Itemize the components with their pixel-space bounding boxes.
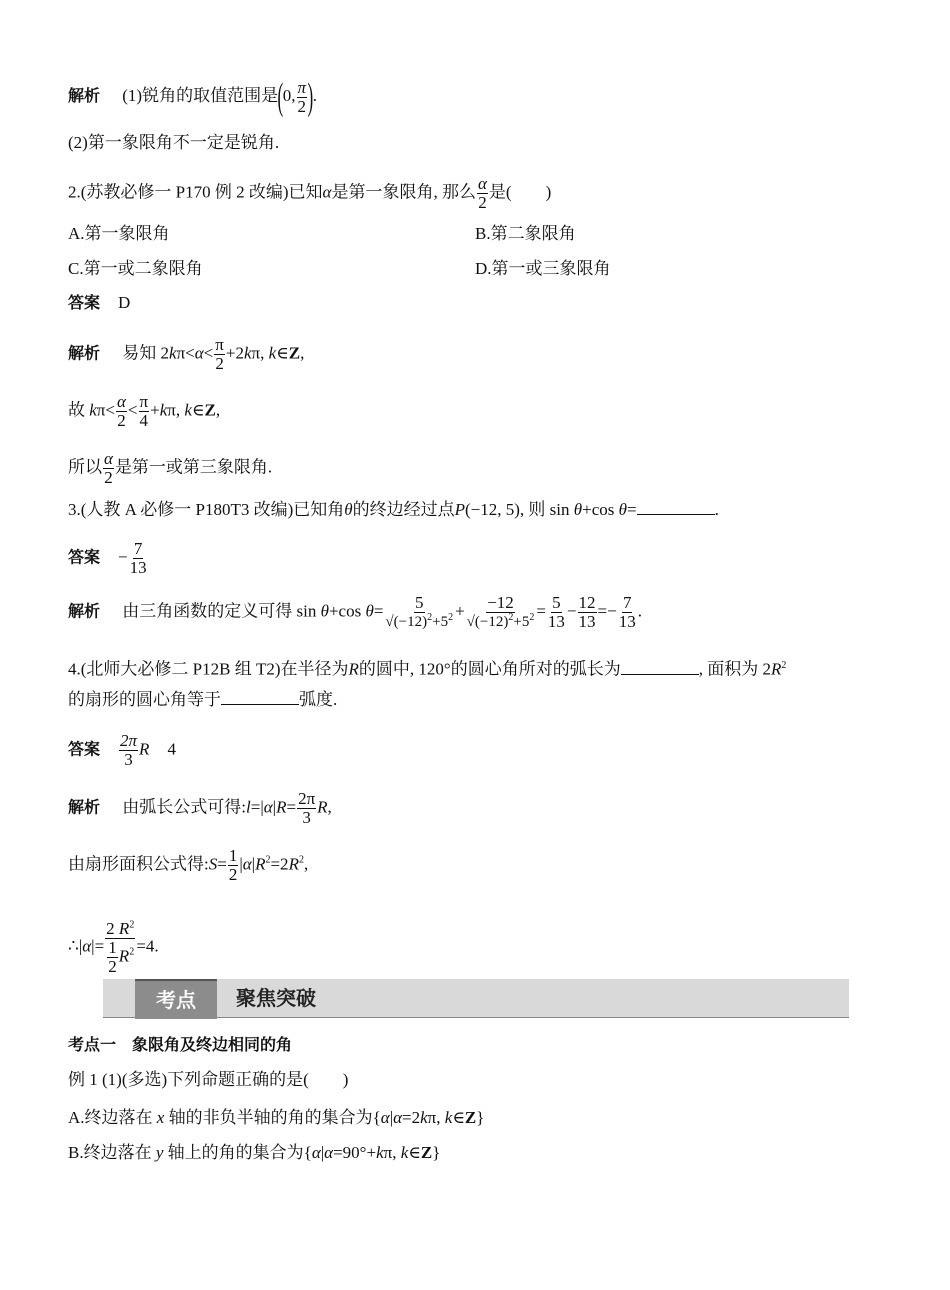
solution-2-line3 — [68, 450, 272, 487]
fraction-5-over-13 — [547, 594, 566, 631]
denominator: 3 — [124, 749, 133, 769]
text: 由扇形面积公式得: — [68, 854, 209, 874]
denominator: 2 — [297, 96, 307, 116]
alpha: α — [194, 343, 204, 363]
numerator: π — [215, 335, 224, 354]
text: 轴的非负半轴的角的集合为{ — [168, 1108, 381, 1127]
text: +2 — [225, 343, 244, 363]
numerator: 7 — [622, 593, 632, 612]
exponent: 2 — [129, 946, 135, 958]
integer-set: Z — [464, 1108, 477, 1127]
text: 2.(苏教必修一 P170 例 2 改编)已知 — [68, 182, 323, 202]
fraction-pi-over-4 — [139, 393, 150, 430]
numerator: π — [297, 77, 307, 97]
alpha: α — [82, 936, 92, 956]
text: + — [455, 601, 465, 621]
fraction-1-over-2 — [228, 847, 239, 884]
integer-set: Z — [420, 1143, 433, 1162]
fraction-alpha-over-2 — [116, 393, 127, 430]
option-b: B.第二象限角 — [475, 224, 576, 243]
denominator: 2 — [478, 192, 487, 212]
root-text: √(−12) — [466, 613, 509, 630]
var-r: R — [348, 659, 359, 679]
solution-label: 解析 — [68, 85, 101, 105]
var-k: k — [184, 400, 192, 420]
solution-3 — [68, 594, 642, 631]
text: 轴上的角的集合为{ — [167, 1143, 312, 1162]
text: = — [373, 601, 384, 621]
text: B.终边落在 — [68, 1143, 152, 1162]
text: (1)(多选)下列命题正确的是( ) — [97, 1070, 349, 1089]
theta: θ — [618, 500, 627, 519]
var-l: l — [246, 797, 251, 817]
option-c: C.第一或二象限角 — [68, 259, 203, 278]
solution-label: 解析 — [68, 343, 101, 363]
numerator: 5 — [415, 593, 424, 613]
numerator: 2π — [298, 789, 316, 808]
text: =90°+ — [333, 1143, 377, 1162]
numerator: 7 — [133, 539, 143, 558]
denominator: 13 — [547, 611, 565, 631]
point-p: P — [454, 500, 465, 519]
example-option-b — [68, 1141, 440, 1165]
text: 所以 — [68, 457, 102, 477]
answer-blank — [221, 688, 299, 705]
text: + — [150, 400, 160, 420]
text: | — [272, 797, 277, 817]
answer-2 — [68, 291, 130, 315]
var-k: k — [376, 1143, 384, 1162]
text: , — [303, 854, 309, 874]
var-k: k — [444, 1108, 453, 1127]
numerator: π — [139, 392, 149, 411]
text: +cos — [582, 500, 615, 519]
text: 是( ) — [488, 182, 552, 202]
exponent: 2 — [508, 611, 514, 623]
option-a: A.第一象限角 — [68, 224, 170, 243]
text: = — [286, 797, 297, 817]
root-text: √(−12) — [385, 613, 428, 630]
interval-start: 0 — [282, 85, 292, 105]
text: π< — [176, 343, 195, 363]
var-r: R — [118, 919, 130, 938]
compound-numerator — [105, 920, 135, 939]
text: ∴| — [68, 936, 83, 956]
text: π< — [96, 400, 115, 420]
text: , — [215, 400, 221, 420]
solution-4-line3 — [68, 920, 159, 976]
text: 的扇形的圆心角等于 — [68, 690, 221, 709]
answer-label: 答案 — [68, 293, 101, 312]
text: . — [714, 500, 719, 519]
solution-1-line — [68, 78, 317, 116]
exponent: 2 — [265, 854, 271, 866]
text: , 面积为 2 — [698, 659, 771, 679]
text: ∈ — [191, 400, 205, 420]
denominator: 3 — [302, 807, 311, 827]
example-option-a — [68, 1106, 484, 1130]
denominator: 13 — [578, 611, 596, 631]
solution-2-line2 — [68, 393, 220, 430]
text: +cos — [328, 601, 362, 621]
topic-heading: 考点一 象限角及终边相同的角 — [68, 1035, 293, 1054]
denominator: 2 — [104, 467, 113, 487]
numerator: 2π — [120, 731, 138, 750]
answer-3 — [68, 540, 149, 577]
option-d: D.第一或三象限角 — [475, 259, 611, 278]
alpha: α — [380, 1108, 390, 1127]
denominator: 4 — [139, 410, 149, 430]
alpha: α — [393, 1108, 403, 1127]
compound-fraction — [105, 920, 135, 976]
denominator: 2 — [215, 353, 224, 373]
exponent: 2 — [529, 611, 535, 623]
fraction-neg12-over-root — [466, 594, 536, 631]
text: =2 — [402, 1108, 421, 1127]
denominator: 2 — [228, 864, 238, 884]
text: ∈ — [452, 1108, 465, 1127]
root-denominator — [384, 613, 454, 631]
text: | — [239, 854, 243, 874]
denominator: 13 — [618, 611, 636, 631]
integer-set: Z — [204, 400, 216, 420]
exponent: 2 — [427, 611, 433, 623]
question-4-line1 — [68, 654, 786, 682]
text: 故 — [68, 400, 90, 420]
theta: θ — [320, 601, 329, 621]
exponent: 2 — [298, 854, 304, 866]
right-paren: ) — [307, 76, 314, 118]
alpha: α — [242, 854, 252, 874]
answer-4 — [68, 732, 176, 769]
fraction-pi-over-2 — [214, 336, 225, 373]
text: π, — [427, 1108, 445, 1127]
text: π, — [167, 400, 185, 420]
fraction-alpha-over-2 — [477, 175, 488, 212]
text: π, — [251, 343, 269, 363]
exponent: 2 — [129, 919, 135, 931]
text: 弧度. — [299, 690, 338, 709]
exponent: 2 — [448, 611, 454, 623]
text: < — [203, 343, 214, 363]
text: 由弧长公式可得: — [122, 797, 246, 817]
text: 易知 2 — [122, 343, 170, 363]
text: 的终边经过点 — [352, 500, 455, 519]
integer-set: Z — [288, 343, 301, 363]
fraction-pi-over-2 — [297, 79, 308, 116]
section-banner — [103, 979, 849, 1018]
text: , — [300, 343, 305, 363]
example-1 — [68, 1068, 348, 1092]
text: ∈ — [276, 343, 289, 363]
fraction-2pi-over-3 — [119, 732, 138, 769]
var-k: k — [159, 400, 168, 420]
answer-blank — [637, 498, 715, 515]
var-r: R — [770, 659, 782, 679]
var-y: y — [155, 1143, 164, 1162]
answer-blank — [621, 658, 699, 675]
question-2 — [68, 175, 551, 212]
var-r: R — [118, 946, 130, 966]
text: 是第一象限角, 那么 — [331, 182, 476, 202]
alpha: α — [263, 797, 273, 817]
text: =| — [250, 797, 264, 817]
coefficient: 2 — [106, 919, 119, 938]
var-r: R — [276, 797, 287, 817]
solution-label: 解析 — [68, 601, 101, 621]
theta: θ — [344, 500, 353, 519]
root-text: +5 — [513, 613, 530, 630]
text: < — [127, 400, 138, 420]
comma: , — [291, 85, 296, 105]
fraction-5-over-root — [384, 594, 454, 631]
text: 是第一或第三象限角. — [114, 457, 273, 477]
text: =4. — [136, 936, 159, 956]
theta: θ — [365, 601, 374, 621]
var-x: x — [156, 1108, 165, 1127]
banner-title: 聚焦突破 — [236, 986, 316, 1010]
fraction-alpha-over-2 — [103, 450, 114, 487]
solution-2-line1 — [68, 336, 304, 373]
text: A.终边落在 — [68, 1108, 153, 1127]
var-r: R — [288, 854, 299, 874]
text: } — [432, 1143, 441, 1162]
denominator: 2 — [117, 410, 126, 430]
text: | — [389, 1108, 394, 1127]
numerator: 1 — [228, 846, 238, 865]
numerator: α — [104, 449, 113, 468]
text: } — [476, 1108, 485, 1127]
period: . — [312, 85, 317, 105]
var-s: S — [208, 854, 218, 874]
text: π, — [383, 1143, 401, 1162]
compound-denominator — [105, 939, 135, 976]
alpha: α — [324, 1143, 334, 1162]
var-k: k — [89, 400, 97, 420]
banner-tab: 考点 — [135, 979, 217, 1019]
root-denominator — [466, 613, 536, 631]
answer-value-2: 4 — [167, 739, 176, 759]
answer-label: 答案 — [68, 739, 101, 759]
var-r: R — [255, 854, 266, 874]
var-k: k — [268, 343, 277, 363]
text: = — [536, 601, 546, 621]
question-4-line2 — [68, 688, 337, 712]
text: | — [320, 1143, 325, 1162]
answer-label: 答案 — [68, 547, 101, 567]
numerator: 1 — [108, 937, 117, 957]
question-3 — [68, 498, 719, 522]
solution-4-line2 — [68, 847, 308, 884]
alpha: α — [311, 1143, 321, 1162]
fraction-2pi-over-3 — [297, 790, 316, 827]
minus-sign: − — [118, 547, 128, 567]
root-text: +5 — [432, 613, 449, 630]
numerator: −12 — [487, 593, 514, 613]
text: =− — [597, 601, 617, 621]
text: ∈ — [408, 1143, 421, 1162]
text: , — [327, 797, 332, 817]
var-k: k — [169, 343, 177, 363]
example-label: 例 1 — [68, 1070, 98, 1089]
var-k: k — [243, 343, 252, 363]
denominator: 13 — [129, 557, 147, 577]
text: 的圆中, 120°的圆心角所对的弧长为 — [358, 659, 621, 679]
text: |= — [91, 936, 105, 956]
text: (1)锐角的取值范围是 — [122, 85, 279, 105]
numerator: 5 — [552, 593, 561, 612]
text: (−12, 5), 则 sin — [465, 500, 570, 519]
fraction-7-over-13 — [618, 594, 637, 631]
var-r: R — [317, 797, 328, 817]
left-paren: ( — [277, 76, 284, 118]
answer-value: D — [118, 293, 131, 312]
fraction-12-over-13 — [578, 594, 597, 631]
fraction-1-over-2 — [107, 939, 118, 976]
text: = — [626, 500, 637, 519]
text: | — [251, 854, 256, 874]
denominator: 2 — [108, 956, 117, 976]
alpha: α — [322, 182, 332, 202]
solution-label: 解析 — [68, 797, 101, 817]
numerator: α — [116, 392, 126, 411]
var-k: k — [400, 1143, 409, 1162]
var-r: R — [139, 739, 150, 759]
text: =2 — [270, 854, 289, 874]
numerator: 12 — [578, 593, 596, 612]
fraction-7-over-13 — [129, 540, 148, 577]
solution-4-line1 — [68, 790, 332, 827]
solution-1-part2: (2)第一象限角不一定是锐角. — [68, 133, 280, 152]
var-k: k — [420, 1108, 428, 1127]
text: 由三角函数的定义可得 sin — [122, 601, 317, 621]
text: − — [566, 601, 577, 621]
theta: θ — [573, 500, 583, 519]
text: 3.(人教 A 必修一 P180T3 改编)已知角 — [68, 500, 345, 519]
exponent: 2 — [781, 660, 787, 671]
text: = — [217, 854, 227, 874]
text: 4.(北师大必修二 P12B 组 T2)在半径为 — [68, 659, 349, 679]
numerator: α — [477, 174, 487, 193]
text: . — [637, 601, 642, 621]
